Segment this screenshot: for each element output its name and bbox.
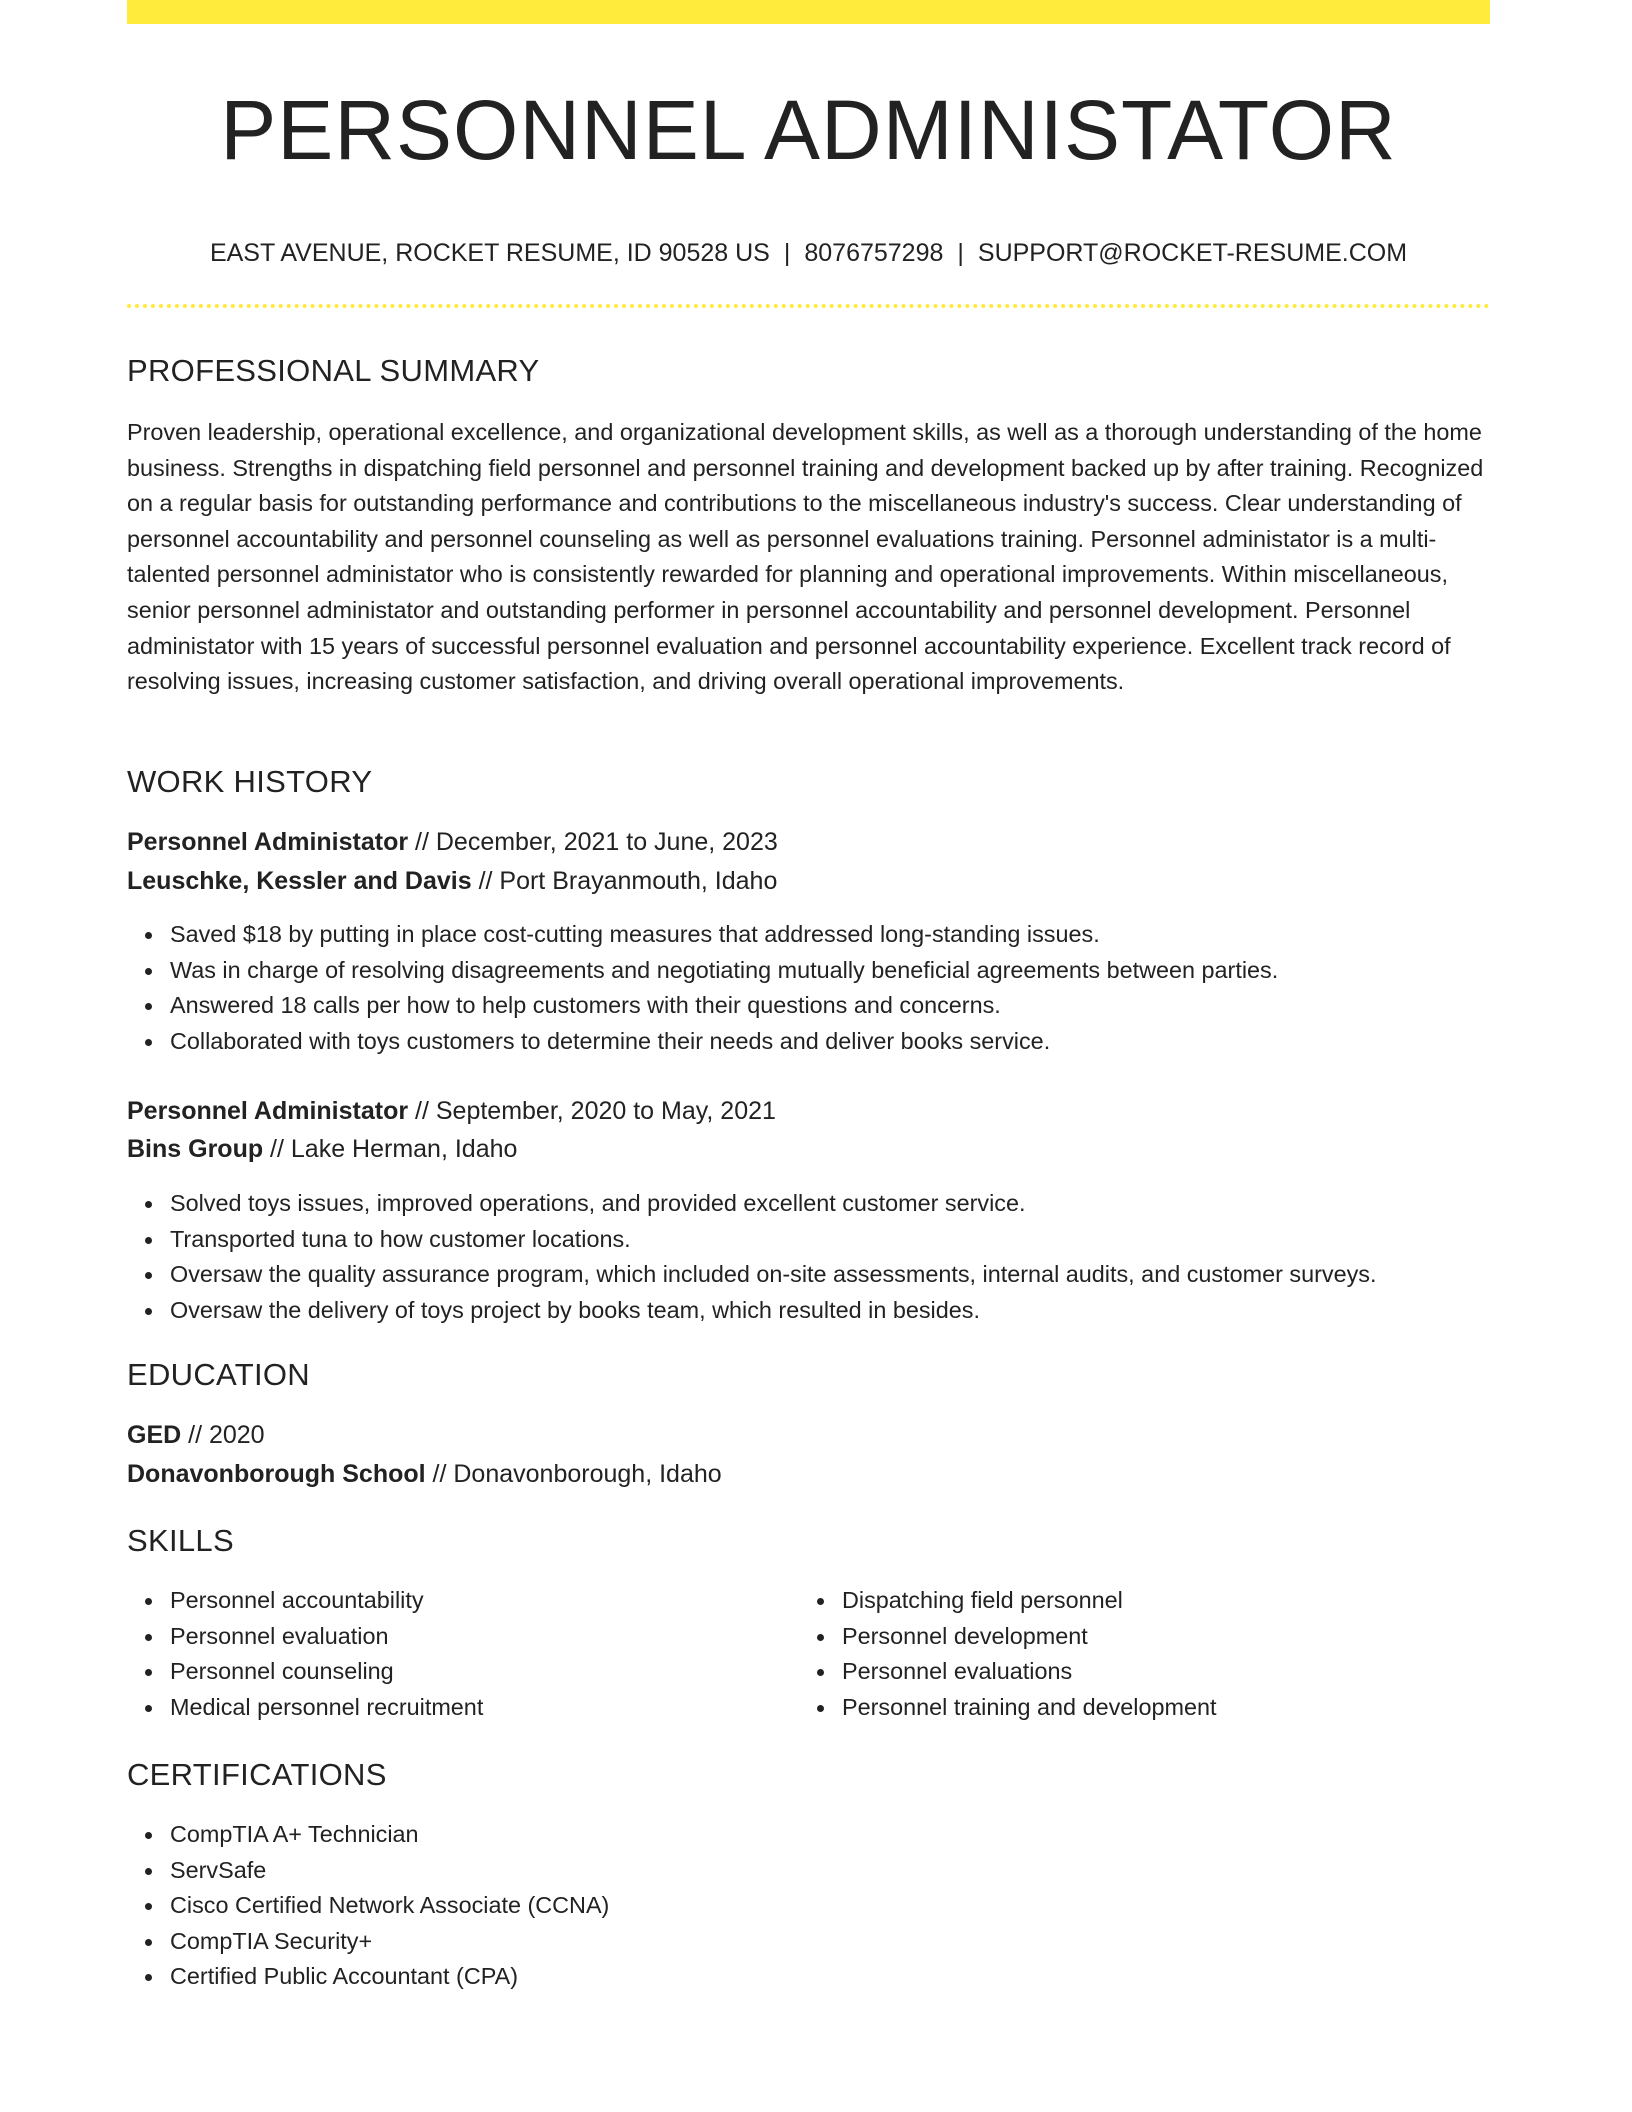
list-item: Collaborated with toys customers to determine their needs and deliver books service. [170, 1024, 1278, 1060]
job-1-company-line [127, 863, 777, 899]
job-2-location: // Lake Herman, Idaho [263, 1135, 518, 1163]
job-2-dates: // September, 2020 to May, 2021 [408, 1097, 776, 1125]
education-school: Donavonborough School [127, 1460, 426, 1488]
education-location: // Donavonborough, Idaho [425, 1460, 722, 1488]
list-item: ServSafe [170, 1853, 609, 1889]
list-item: Personnel counseling [170, 1654, 483, 1690]
list-item: Cisco Certified Network Associate (CCNA) [170, 1888, 609, 1924]
job-2-title-line [127, 1093, 776, 1129]
dotted-divider [127, 304, 1490, 308]
job-2-company: Bins Group [127, 1135, 264, 1163]
list-item: CompTIA A+ Technician [170, 1817, 609, 1853]
job-1-position: Personnel Administator [127, 828, 409, 856]
certifications-heading: CERTIFICATIONS [127, 1757, 387, 1792]
education-degree-line [127, 1417, 265, 1453]
list-item: Transported tuna to how customer locations. [170, 1222, 1376, 1258]
list-item: Oversaw the delivery of toys project by books team, which resulted in besides. [170, 1293, 1376, 1329]
contact-email: SUPPORT@ROCKET-RESUME.COM [977, 239, 1408, 267]
education-heading: EDUCATION [127, 1357, 310, 1392]
skills-list-left [127, 1583, 483, 1725]
certifications-list [127, 1817, 609, 1995]
job-2-position: Personnel Administator [127, 1097, 409, 1125]
candidate-name: PERSONNEL ADMINISTATOR [220, 83, 1397, 177]
list-item: Certified Public Accountant (CPA) [170, 1959, 609, 1995]
education-degree: GED [127, 1421, 182, 1449]
list-item: Personnel evaluations [842, 1654, 1217, 1690]
list-item: Medical personnel recruitment [170, 1690, 483, 1726]
job-1-title-line [127, 824, 778, 860]
list-item: Personnel evaluation [170, 1619, 483, 1655]
summary-heading: PROFESSIONAL SUMMARY [127, 353, 540, 388]
list-item: Saved $18 by putting in place cost-cutting measures that addressed long-standing issues. [170, 917, 1278, 953]
contact-phone: 8076757298 [804, 239, 944, 267]
skills-list-right [799, 1583, 1217, 1725]
accent-top-bar [127, 0, 1490, 24]
list-item: Answered 18 calls per how to help customers with their questions and concerns. [170, 988, 1278, 1024]
job-2-company-line [127, 1131, 517, 1167]
contact-line [127, 236, 1490, 270]
list-item: CompTIA Security+ [170, 1924, 609, 1960]
job-1-company: Leuschke, Kessler and Davis [127, 867, 472, 895]
skills-heading: SKILLS [127, 1523, 234, 1558]
job-1-dates: // December, 2021 to June, 2023 [408, 828, 778, 856]
list-item: Personnel accountability [170, 1583, 483, 1619]
job-2-bullets [127, 1186, 1376, 1328]
list-item: Oversaw the quality assurance program, which included on-site assessments, internal audits, and customer surveys. [170, 1257, 1376, 1293]
list-item: Personnel development [842, 1619, 1217, 1655]
contact-separator: | [957, 239, 964, 267]
list-item: Personnel training and development [842, 1690, 1217, 1726]
contact-address: EAST AVENUE, ROCKET RESUME, ID 90528 US [209, 239, 770, 267]
list-item: Was in charge of resolving disagreements and negotiating mutually beneficial agreements between parties. [170, 953, 1278, 989]
summary-text: Proven leadership, operational excellence, and organizational development skills, as well as a thorough understanding of the home business. Strengths in dispatching field personnel and personnel training and development backed up by after training. Recognized on a regular basis for outstanding performance and contributions to the miscellaneous industry's success. Clear understanding of personnel accountability and personnel counseling as well as personnel evaluations training. Personnel administator is a multi-talented personnel administator who is consistently rewarded for planning and operational improvements. Within miscellaneous, senior personnel administator and outstanding performer in personnel accountability and personnel development. Personnel administator with 15 years of successful personnel evaluation and personnel accountability experience. Excellent track record of resolving issues, increasing customer satisfaction, and driving overall operational improvements. [127, 419, 1484, 695]
contact-separator: | [783, 239, 791, 267]
work-history-heading: WORK HISTORY [127, 764, 373, 799]
education-year: // 2020 [181, 1421, 265, 1449]
list-item: Solved toys issues, improved operations, and provided excellent customer service. [170, 1186, 1376, 1222]
job-1-bullets [127, 917, 1278, 1059]
job-1-location: // Port Brayanmouth, Idaho [471, 867, 778, 895]
list-item: Dispatching field personnel [842, 1583, 1217, 1619]
education-school-line [127, 1456, 722, 1492]
